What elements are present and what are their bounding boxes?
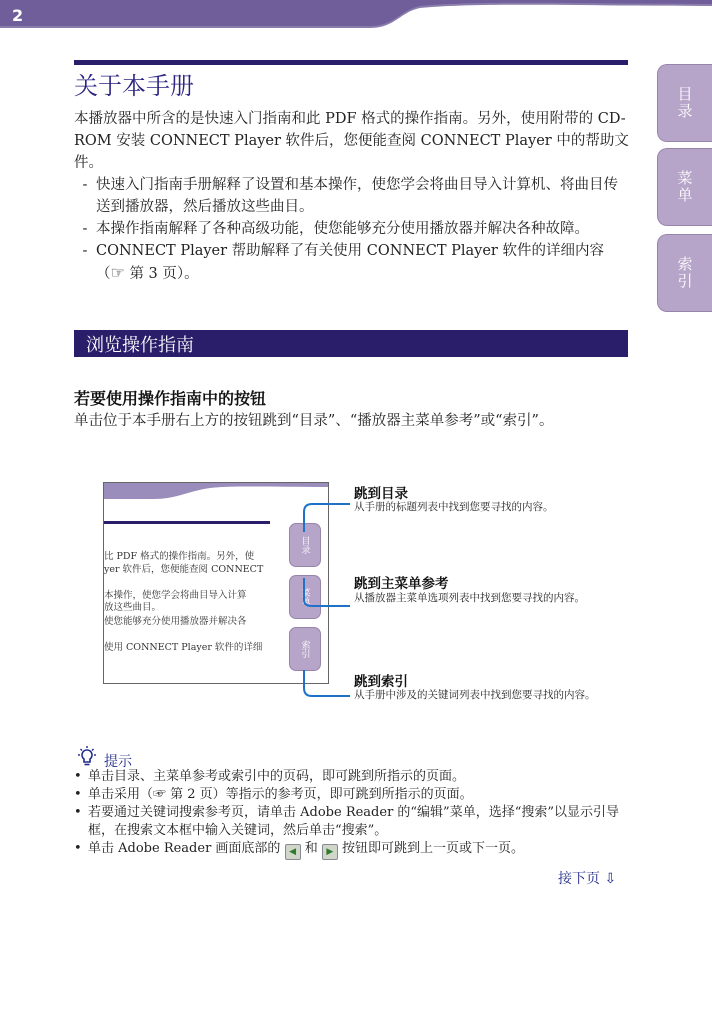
next-page-button-icon: ▶ — [322, 844, 338, 860]
section-heading-bar — [74, 330, 628, 357]
illustration-line: yer 软件后，您便能查阅 CONNECT — [104, 564, 264, 575]
illustration-line: 使您能够充分使用播放器并解决各 — [104, 616, 247, 627]
page-reference-link[interactable]: 第 3 页）。 — [129, 266, 199, 282]
header-band — [0, 0, 712, 30]
illustration-tab-toc: 目录 — [289, 523, 321, 567]
callout-toc-title: 跳到目录 — [354, 486, 408, 502]
tab-toc[interactable] — [657, 64, 712, 142]
hint-item: • 单击采用（☞ 第 2 页）等指示的参考页，即可跳到所指示的页面。 — [74, 787, 473, 802]
illustration-title-rule — [104, 521, 270, 524]
list-item-text: CONNECT Player 帮助解释了有关使用 CONNECT Player 软件的详细内容（ — [96, 243, 604, 282]
callout-menu-desc: 从播放器主菜单选项列表中找到您要寻找的内容。 — [354, 592, 585, 604]
callout-connectors — [290, 490, 354, 704]
page-number: 2 — [12, 6, 24, 25]
reference-hand-icon: ☞ — [110, 263, 125, 282]
hint-item: • 若要通过关键词搜索参考页，请单击 Adobe Reader 的“编辑”菜单，选择“搜索”以显示引导框，在搜索文本框中输入关键词，然后单击“搜索”。 — [74, 805, 619, 838]
tab-menu[interactable] — [657, 148, 712, 226]
page-title: 关于本手册 — [74, 72, 194, 100]
callout-index-desc: 从手册中涉及的关键词列表中找到您要寻找的内容。 — [354, 689, 596, 701]
illustration-tab-menu: 菜单 — [289, 575, 321, 619]
list-item: - CONNECT Player 帮助解释了有关使用 CONNECT Player 软件的详细内容（☞ 第 3 页）。 — [82, 243, 604, 282]
hint-item: • 单击目录、主菜单参考或索引中的页码，即可跳到所指示的页面。 — [74, 769, 466, 784]
down-arrow-icon: ⇩ — [604, 871, 617, 887]
tab-index[interactable] — [657, 234, 712, 312]
hint-list — [74, 768, 630, 860]
section-heading: 浏览操作指南 — [86, 334, 194, 356]
tab-toc-label: 目录 — [675, 86, 694, 120]
previous-page-button-icon: ◀ — [285, 844, 301, 860]
subheading: 若要使用操作指南中的按钮 — [74, 389, 267, 408]
list-item-text: 快速入门指南手册解释了设置和基本操作，使您学会将曲目导入计算机、将曲目传送到播放器，然后播放这些曲目。 — [96, 177, 618, 215]
manual-list — [74, 174, 630, 285]
tab-menu-label: 菜单 — [675, 170, 694, 204]
lightbulb-icon — [76, 746, 98, 768]
list-item: - 快速入门指南手册解释了设置和基本操作，使您学会将曲目导入计算机、将曲目传送到播放器，然后播放这些曲目。 — [74, 174, 630, 218]
illustration-line: 放这些曲目。 — [104, 602, 162, 613]
intro-paragraph: 本播放器中所含的是快速入门指南和此 PDF 格式的操作指南。另外，使用附带的 CD-ROM 安装 CONNECT Player 软件后，您便能查阅 CONNECT Player 中的帮助文件。 — [74, 111, 629, 171]
list-item: - 本操作指南解释了各种高级功能，使您能够充分使用播放器并解决各种故障。 — [74, 218, 630, 240]
tab-index-label: 索引 — [675, 256, 694, 290]
callout-index-title: 跳到索引 — [354, 674, 408, 690]
illustration-line: 比 PDF 格式的操作指南。另外，使 — [104, 551, 255, 562]
illustration-line: 使用 CONNECT Player 软件的详细 — [104, 642, 263, 653]
callout-menu-title: 跳到主菜单参考 — [354, 576, 449, 592]
next-page-link[interactable] — [558, 868, 616, 888]
hint-title: 提示 — [104, 754, 132, 770]
callout-toc-desc: 从手册的标题列表中找到您要寻找的内容。 — [354, 501, 554, 513]
subheading-description: 单击位于本手册右上方的按钮跳到“目录”、“播放器主菜单参考”或“索引”。 — [74, 413, 554, 429]
illustration-tab-index: 索引 — [289, 627, 321, 671]
list-item-text: 本操作指南解释了各种高级功能，使您能够充分使用播放器并解决各种故障。 — [96, 221, 589, 237]
hint-item: • 单击 Adobe Reader 画面底部的 ◀ 和 ▶ 按钮即可跳到上一页或下一页。 — [74, 840, 630, 860]
next-page-label: 接下页 — [558, 871, 600, 887]
illustration-line: 本操作，使您学会将曲目导入计算 — [104, 590, 247, 601]
title-rule — [74, 60, 628, 65]
